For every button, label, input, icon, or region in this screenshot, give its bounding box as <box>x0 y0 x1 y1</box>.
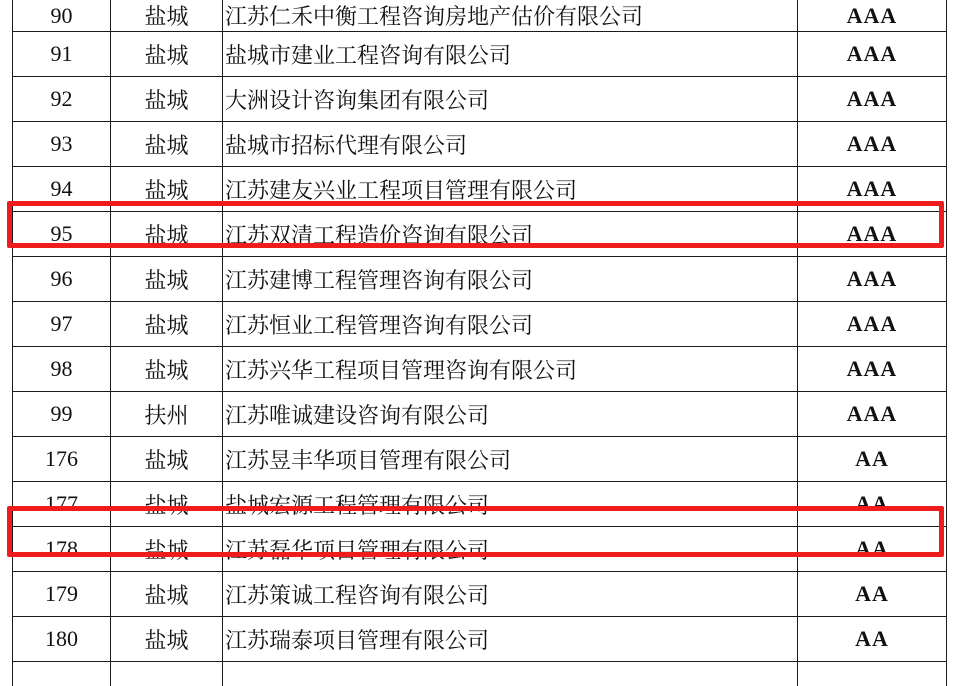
cell-grade: AA <box>798 437 947 482</box>
cell-company-name: 江苏磊华项目管理有限公司 <box>223 527 798 572</box>
table-row <box>13 122 947 167</box>
table-row <box>13 212 947 257</box>
cell-region: 盐城 <box>111 122 223 167</box>
table-row <box>13 257 947 302</box>
table-row <box>13 437 947 482</box>
table-row <box>13 167 947 212</box>
cell-company-name: 盐城市建业工程咨询有限公司 <box>223 32 798 77</box>
company-grade-table <box>12 0 947 686</box>
table-row <box>13 392 947 437</box>
table-row <box>13 77 947 122</box>
cell-company-name: 江苏瑞泰项目管理有限公司 <box>223 617 798 662</box>
cell-serial-number: 176 <box>13 437 111 482</box>
cell-grade: AAA <box>798 167 947 212</box>
table-row <box>13 662 947 686</box>
cell-region: 盐城 <box>111 257 223 302</box>
cell-company-name: 江苏双清工程造价咨询有限公司 <box>223 212 798 257</box>
cell-serial-number: 97 <box>13 302 111 347</box>
cell-region: 盐城 <box>111 347 223 392</box>
cell-company-name <box>223 662 798 686</box>
cell-grade: AA <box>798 617 947 662</box>
cell-serial-number: 98 <box>13 347 111 392</box>
cell-serial-number: 93 <box>13 122 111 167</box>
cell-region: 扶州 <box>111 392 223 437</box>
cell-region: 盐城 <box>111 482 223 527</box>
table-row <box>13 347 947 392</box>
table-row <box>13 572 947 617</box>
table-body <box>13 0 947 686</box>
cell-company-name: 盐城市招标代理有限公司 <box>223 122 798 167</box>
cell-serial-number: 92 <box>13 77 111 122</box>
table-row <box>13 527 947 572</box>
cell-region: 盐城 <box>111 617 223 662</box>
cell-region: 盐城 <box>111 302 223 347</box>
cell-grade: AA <box>798 482 947 527</box>
cell-serial-number: 180 <box>13 617 111 662</box>
cell-serial-number: 94 <box>13 167 111 212</box>
cell-company-name: 江苏仁禾中衡工程咨询房地产估价有限公司 <box>223 0 798 32</box>
cell-company-name: 江苏兴华工程项目管理咨询有限公司 <box>223 347 798 392</box>
table-row <box>13 482 947 527</box>
cell-serial-number: 179 <box>13 572 111 617</box>
cell-company-name: 江苏建博工程管理咨询有限公司 <box>223 257 798 302</box>
cell-region: 盐城 <box>111 527 223 572</box>
cell-grade: AAA <box>798 77 947 122</box>
table-row <box>13 32 947 77</box>
cell-serial-number: 178 <box>13 527 111 572</box>
cell-grade: AA <box>798 527 947 572</box>
cell-grade: AAA <box>798 32 947 77</box>
cell-serial-number: 91 <box>13 32 111 77</box>
cell-company-name: 江苏唯诚建设咨询有限公司 <box>223 392 798 437</box>
cell-company-name: 江苏昱丰华项目管理有限公司 <box>223 437 798 482</box>
cell-serial-number: 95 <box>13 212 111 257</box>
cell-serial-number: 96 <box>13 257 111 302</box>
cell-serial-number: 90 <box>13 0 111 32</box>
cell-region: 盐城 <box>111 572 223 617</box>
cell-grade: AAA <box>798 0 947 32</box>
cell-grade: AAA <box>798 347 947 392</box>
cell-grade <box>798 662 947 686</box>
cell-grade: AAA <box>798 302 947 347</box>
cell-grade: AAA <box>798 257 947 302</box>
cell-region <box>111 662 223 686</box>
cell-region: 盐城 <box>111 212 223 257</box>
cell-company-name: 江苏策诚工程咨询有限公司 <box>223 572 798 617</box>
cell-grade: AAA <box>798 122 947 167</box>
cell-company-name: 大洲设计咨询集团有限公司 <box>223 77 798 122</box>
cell-region: 盐城 <box>111 32 223 77</box>
cell-company-name: 江苏建友兴业工程项目管理有限公司 <box>223 167 798 212</box>
cell-serial-number <box>13 662 111 686</box>
cell-grade: AA <box>798 572 947 617</box>
cell-region: 盐城 <box>111 0 223 32</box>
cell-region: 盐城 <box>111 167 223 212</box>
cell-grade: AAA <box>798 392 947 437</box>
table-row <box>13 617 947 662</box>
table-row <box>13 302 947 347</box>
table-row <box>13 0 947 32</box>
cell-region: 盐城 <box>111 77 223 122</box>
cell-company-name: 盐城宏源工程管理有限公司 <box>223 482 798 527</box>
cell-serial-number: 177 <box>13 482 111 527</box>
cell-region: 盐城 <box>111 437 223 482</box>
cell-grade: AAA <box>798 212 947 257</box>
cell-serial-number: 99 <box>13 392 111 437</box>
cell-company-name: 江苏恒业工程管理咨询有限公司 <box>223 302 798 347</box>
